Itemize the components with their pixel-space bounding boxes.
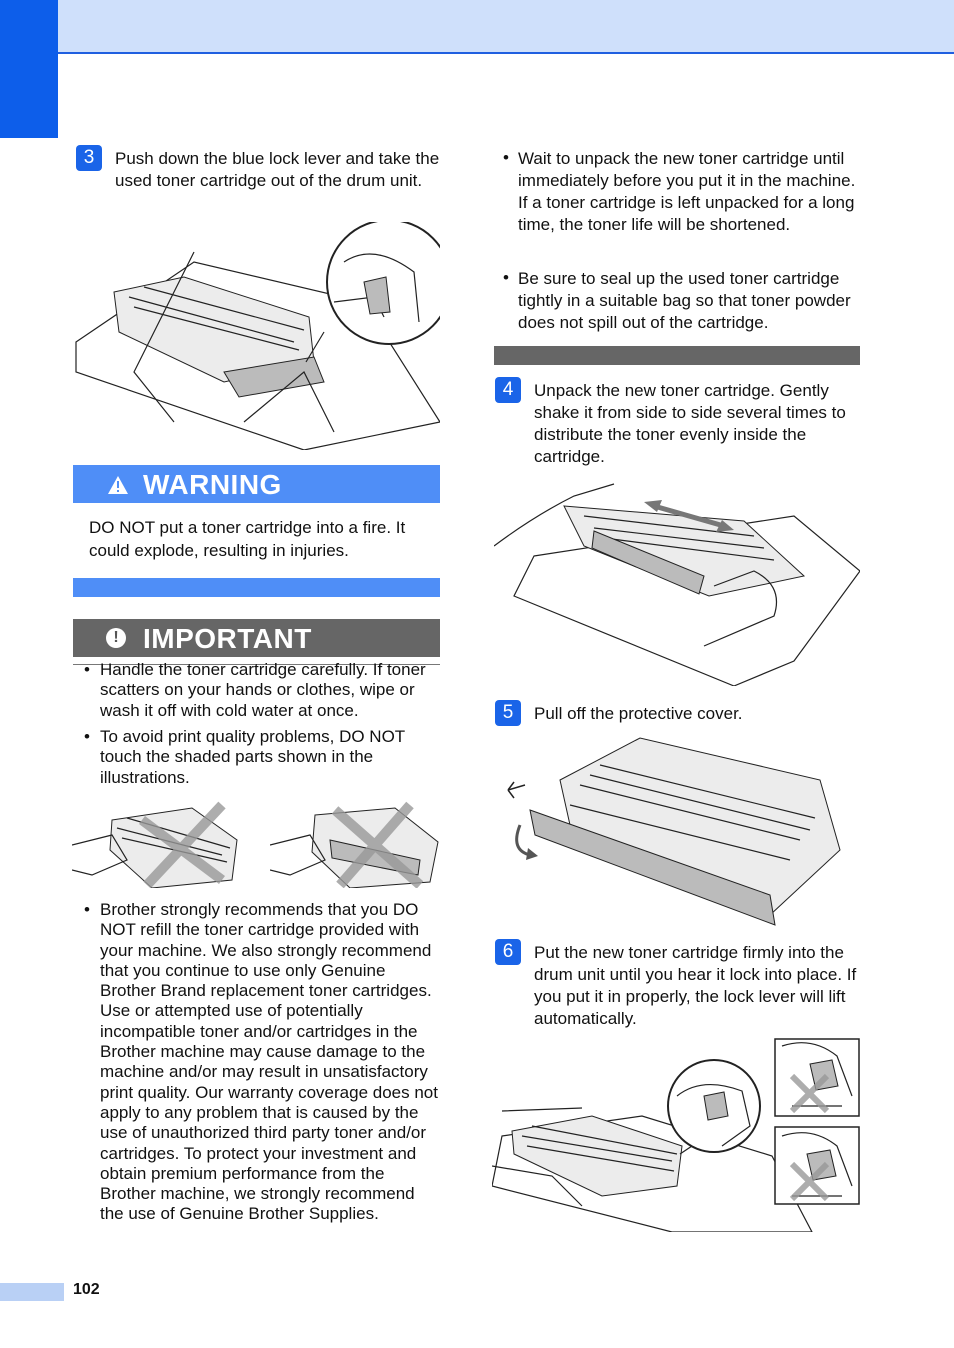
bullet-dot: •: [503, 268, 509, 287]
remove-toner-illustration: [74, 222, 440, 450]
important-bullet-5: Be sure to seal up the used toner cartridge tightly in a suitable bag so that toner powder does not spill out of the cartridge.: [518, 269, 851, 332]
page-number: 102: [73, 1281, 100, 1298]
important-bullet-1: Handle the toner cartridge carefully. If toner scatters on your hands or clothes, wipe or wash it off with cold water at once.: [100, 660, 426, 720]
do-not-touch-cartridge-illustration: [72, 800, 244, 888]
warning-header: [73, 465, 440, 503]
install-cartridge-illustration: [492, 1036, 862, 1232]
bullet-dot: •: [84, 727, 90, 746]
warning-text: DO NOT put a toner cartridge into a fire. It could explode, resulting in injuries.: [89, 518, 406, 560]
important-bullet-3: Brother strongly recommends that you DO NOT refill the toner cartridge provided with your machine. We also strongly recommend that you continue to use only Genuine Brother Brand replacement toner cartridges. Use or attempted use of potentially incompatible toner and/or cartridges in the Brother machine may cause damage to the machine and/or may result in unsatisfactory print quality. Our warranty coverage does not apply to any problem that is caused by the use of unauthorized third party toner and/or cartridges. To protect your investment and obtain premium performance from the Brother machine, we strongly recommend the use of Genuine Brother Supplies.: [100, 900, 438, 1224]
important-footer: [494, 346, 860, 365]
header-bar: [58, 0, 954, 54]
step-3-text: Push down the blue lock lever and take the used toner cartridge out of the drum unit.: [115, 149, 440, 190]
step-6-number: 6: [495, 939, 521, 965]
step-4-text: Unpack the new toner cartridge. Gently shake it from side to side several times to distribute the toner evenly inside the cartridge.: [534, 381, 846, 466]
step-4-number: 4: [495, 377, 521, 403]
step-5-text: Pull off the protective cover.: [534, 704, 743, 723]
warning-title: WARNING: [143, 469, 282, 500]
step-5-number: 5: [495, 700, 521, 726]
important-bullet-4: Wait to unpack the new toner cartridge until immediately before you put it in the machine. If a toner cartridge is left unpacked for a long time, the toner life will be shortened.: [518, 149, 856, 234]
important-header: [73, 619, 440, 657]
step-3-number: 3: [76, 145, 102, 171]
warning-footer: [73, 578, 440, 597]
footer-bar: [0, 1283, 64, 1301]
step-6-text: Put the new toner cartridge firmly into the drum unit until you hear it lock into place. If you put it in properly, the lock lever will lift automatically.: [534, 943, 857, 1028]
bullet-dot: •: [503, 148, 509, 167]
do-not-touch-drum-illustration: [270, 800, 442, 888]
bullet-dot: •: [84, 660, 90, 679]
protective-cover-illustration: [500, 730, 850, 930]
chapter-tab: [0, 0, 58, 138]
warning-triangle-icon: [107, 475, 129, 495]
exclamation-icon: !: [106, 628, 126, 648]
important-title: IMPORTANT: [143, 623, 312, 654]
shake-cartridge-illustration: [494, 476, 860, 686]
bullet-dot: •: [84, 900, 90, 919]
important-bullet-2: To avoid print quality problems, DO NOT touch the shaded parts shown in the illustrations.: [100, 727, 405, 787]
